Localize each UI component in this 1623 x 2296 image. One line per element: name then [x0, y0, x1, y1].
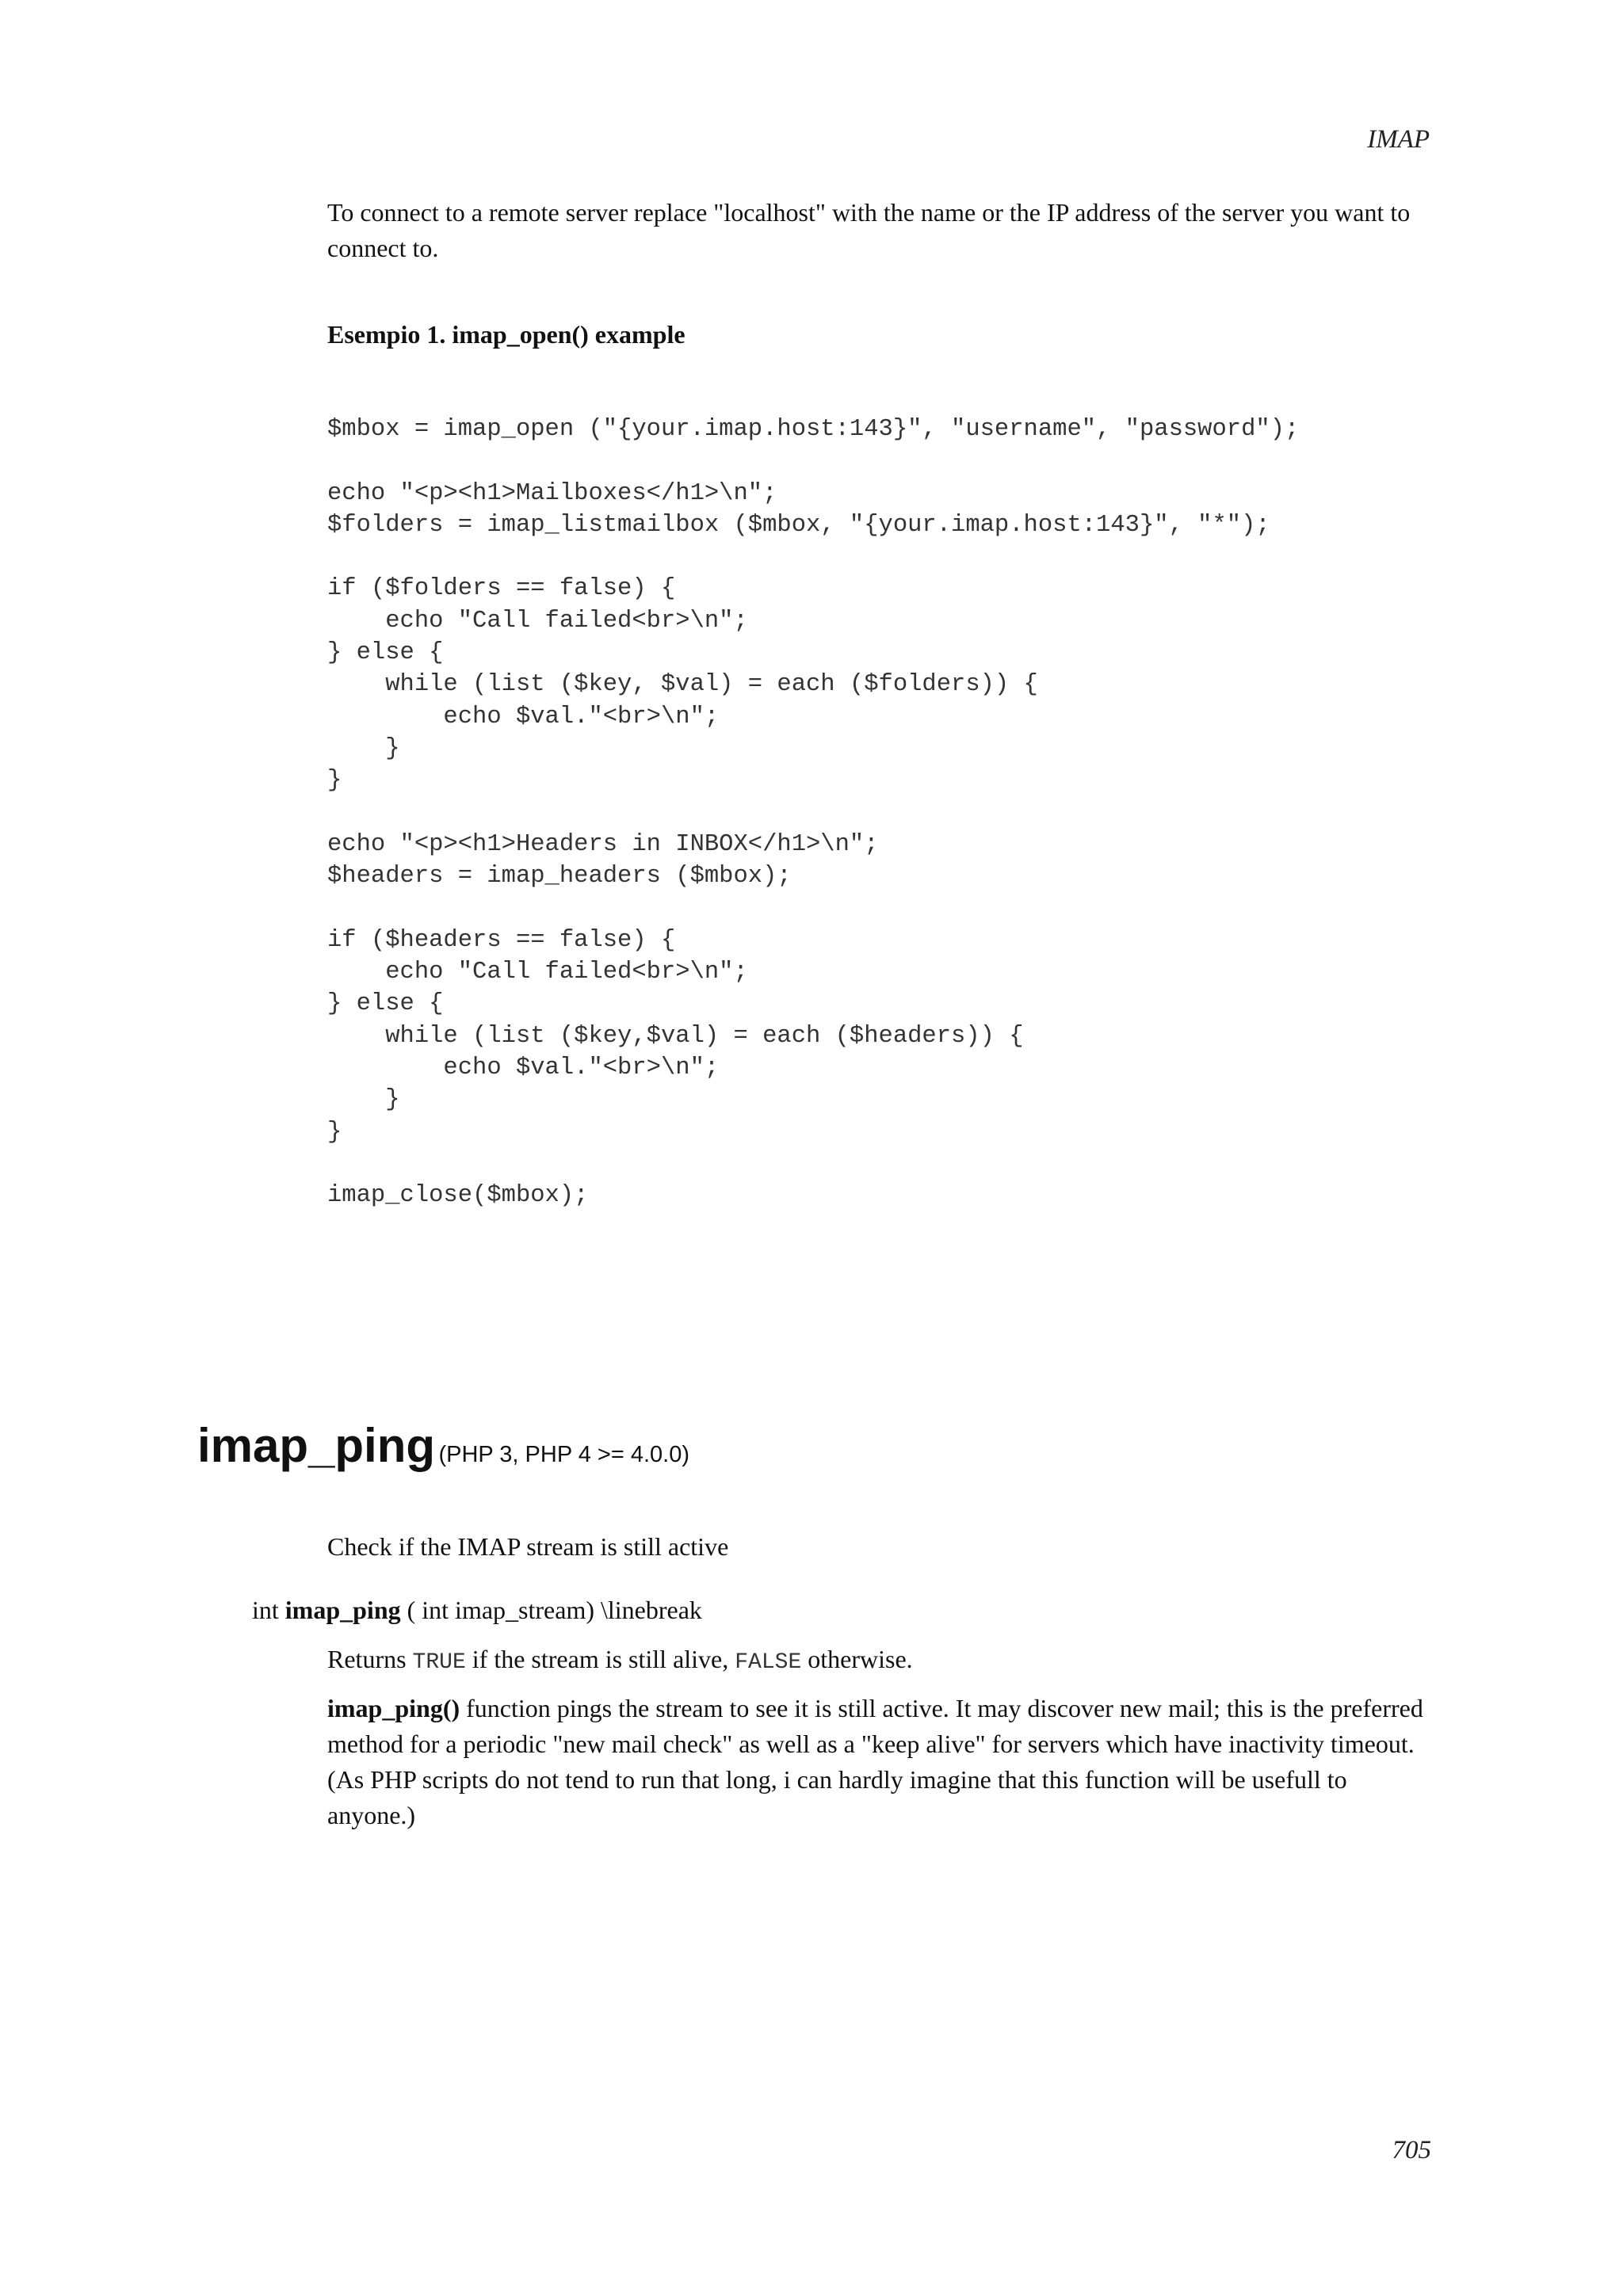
description-function-ref: imap_ping() — [327, 1694, 460, 1722]
true-constant: TRUE — [412, 1650, 466, 1675]
synopsis-function-name: imap_ping — [285, 1596, 401, 1624]
synopsis-params: ( int imap_stream) \linebreak — [407, 1596, 702, 1624]
function-synopsis — [252, 1592, 702, 1628]
synopsis-return-type: int — [252, 1596, 279, 1624]
description-text: function pings the stream to see it is still active. It may discover new mail; this is the preferred method for a periodic "new mail check" as well as a "keep alive" for servers which have inactivity timeout. (As PHP scripts do not tend to run that long, i can hardly imagine that this function will be usefull to anyone.) — [327, 1694, 1423, 1829]
code-example: $mbox = imap_open ("{your.imap.host:143}", "username", "password"); echo "<p><h1>Mailboxes</h1>\n"; $folders = imap_listmailbox ($mbox, "{your.imap.host:143}", "*"); if ($folders == false) { echo "Call failed<br>\n"; } else { while (list ($key, $val) = each ($folders)) { echo $val."<br>\n"; } } echo "<p><h1>Headers in INBOX</h1>\n"; $headers = imap_headers ($mbox); if ($headers == false) { echo "Call failed<br>\n"; } else { while (list ($key,$val) = each ($headers)) { echo $val."<br>\n"; } } imap_close($mbox); — [327, 416, 1300, 1210]
returns-suffix: otherwise. — [808, 1645, 913, 1673]
returns-middle: if the stream is still alive, — [472, 1645, 729, 1673]
returns-prefix: Returns — [327, 1645, 407, 1673]
function-name: imap_ping — [197, 1419, 436, 1472]
page-number: 705 — [1392, 2136, 1431, 2164]
returns-paragraph — [327, 1642, 1429, 1680]
example-title: Esempio 1. imap_open() example — [327, 320, 685, 349]
running-header: IMAP — [1367, 125, 1430, 154]
description-paragraph — [327, 1691, 1429, 1833]
false-constant: FALSE — [735, 1650, 802, 1675]
intro-paragraph: To connect to a remote server replace "localhost" with the name or the IP address of the server you want to connect to. — [327, 198, 1411, 262]
function-heading — [197, 1418, 689, 1473]
function-versions: (PHP 3, PHP 4 >= 4.0.0) — [438, 1442, 689, 1467]
function-purpose: Check if the IMAP stream is still active — [327, 1532, 729, 1561]
